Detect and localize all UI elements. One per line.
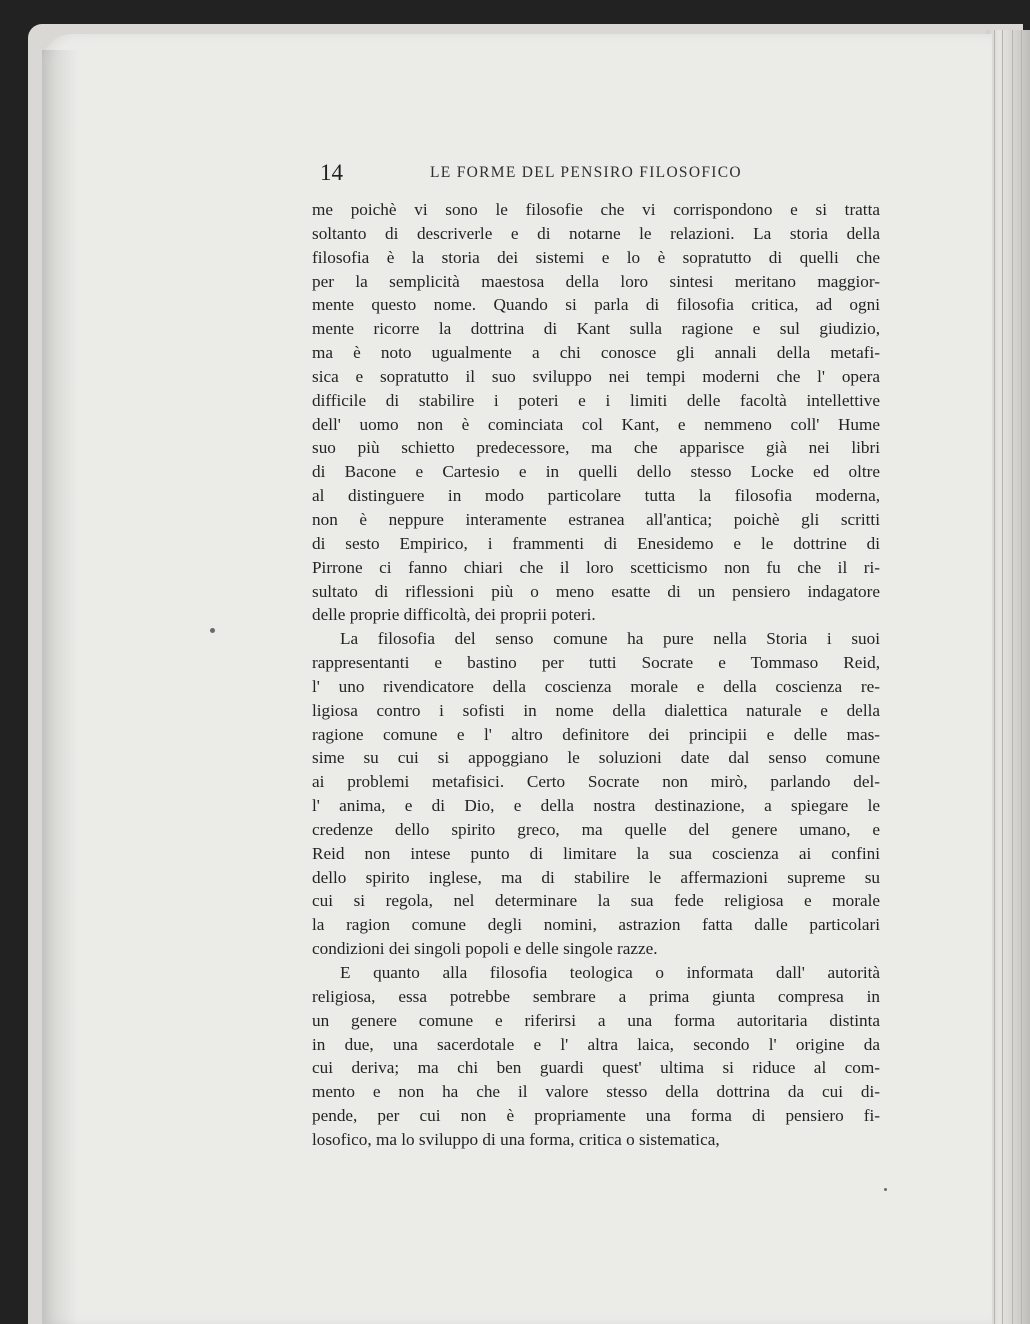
text-line: E quanto alla filosofia teologica o informata dall' autorità: [340, 963, 880, 982]
text-line: suo più schietto predecessore, ma che apparisce già nei libri: [312, 438, 880, 458]
scan-speck: [884, 1188, 887, 1191]
running-title: LE FORME DEL PENSIRO FILOSOFICO: [430, 164, 742, 181]
text-line: la ragion comune degli nomini, astrazion fatta dalle particolari: [312, 915, 880, 935]
text-line: sime su cui si appoggiano le soluzioni date dal senso comune: [312, 748, 880, 768]
text-line: dello spirito inglese, ma di stabilire le affermazioni supreme su: [312, 867, 880, 887]
text-line: losofico, ma lo sviluppo di una forma, critica o sistematica,: [312, 1129, 720, 1149]
text-line: filosofia è la storia dei sistemi e lo è sopratutto di quelli che: [312, 247, 880, 267]
text-line: credenze dello spirito greco, ma quelle del genere umano, e: [312, 819, 880, 839]
text-line: La filosofia del senso comune ha pure nella Storia i suoi: [340, 629, 880, 649]
text-line: ai problemi metafisici. Certo Socrate non mirò, parlando del-: [312, 772, 880, 792]
text-line: cui si regola, nel determinare la sua fede religiosa e morale: [312, 891, 880, 911]
text-line: di Bacone e Cartesio e in quelli dello stesso Locke ed oltre: [312, 462, 880, 482]
text-line: religiosa, essa potrebbe sembrare a prima giunta compresa in: [312, 986, 880, 1006]
text-line: mente questo nome. Quando si parla di filosofia critica, ad ogni: [312, 295, 880, 315]
running-header: [320, 160, 880, 188]
text-line: condizioni dei singoli popoli e delle singole razze.: [312, 939, 658, 959]
text-line: sultato di riflessioni più o meno esatte di un pensiero indagatore: [312, 581, 880, 601]
text-line: me poichè vi sono le filosofie che vi corrispondono e si tratta: [312, 200, 880, 219]
text-line: al distinguere in modo particolare tutta la filosofia moderna,: [312, 486, 880, 506]
text-line: Pirrone ci fanno chiari che il loro scetticismo non fu che il ri-: [312, 557, 880, 577]
scan-speck: [210, 628, 215, 633]
text-line: pende, per cui non è propriamente una forma di pensiero fi-: [312, 1106, 880, 1126]
text-line: per la semplicità maestosa della loro sintesi meritano maggior-: [312, 271, 880, 291]
text-line: l' uno rivendicatore della coscienza morale e della coscienza re-: [312, 676, 880, 696]
text-line: l' anima, e di Dio, e della nostra destinazione, a spiegare le: [312, 796, 880, 816]
text-line: ragione comune e l' altro definitore dei principii e delle mas-: [312, 724, 880, 744]
page-number: 14: [320, 160, 343, 185]
text-line: ligiosa contro i sofisti in nome della dialettica naturale e della: [312, 700, 880, 720]
text-line: un genere comune e riferirsi a una forma autoritaria distinta: [312, 1010, 880, 1030]
text-line: non è neppure interamente estranea all'antica; poichè gli scritti: [312, 509, 880, 529]
body-text: [312, 198, 880, 1152]
gutter-shadow: [42, 50, 78, 1324]
text-line: soltanto di descriverle e di notarne le relazioni. La storia della: [312, 223, 880, 243]
text-line: in due, una sacerdotale e l' altra laica, secondo l' origine da: [312, 1034, 880, 1054]
text-line: di sesto Empirico, i frammenti di Enesidemo e le dottrine di: [312, 533, 880, 553]
text-line: difficile di stabilire i poteri e i limiti delle facoltà intellettive: [312, 390, 880, 410]
right-page-edges: [986, 30, 1030, 1324]
text-line: cui deriva; ma chi ben guardi quest' ultima si riduce al com-: [312, 1058, 880, 1078]
text-line: rappresentanti e bastino per tutti Socrate e Tommaso Reid,: [312, 653, 880, 673]
text-line: delle proprie difficoltà, dei proprii poteri.: [312, 605, 596, 625]
text-line: mente ricorre la dottrina di Kant sulla ragione e sul giudizio,: [312, 319, 880, 339]
text-line: ma è noto ugualmente a chi conosce gli annali della metafi-: [312, 343, 880, 363]
text-line: sica e sopratutto il suo sviluppo nei tempi moderni che l' opera: [312, 366, 880, 386]
text-line: dell' uomo non è cominciata col Kant, e nemmeno coll' Hume: [312, 414, 880, 434]
text-line: mento e non ha che il valore stesso della dottrina da cui di-: [312, 1082, 880, 1102]
text-line: Reid non intese punto di limitare la sua coscienza ai confini: [312, 843, 880, 863]
